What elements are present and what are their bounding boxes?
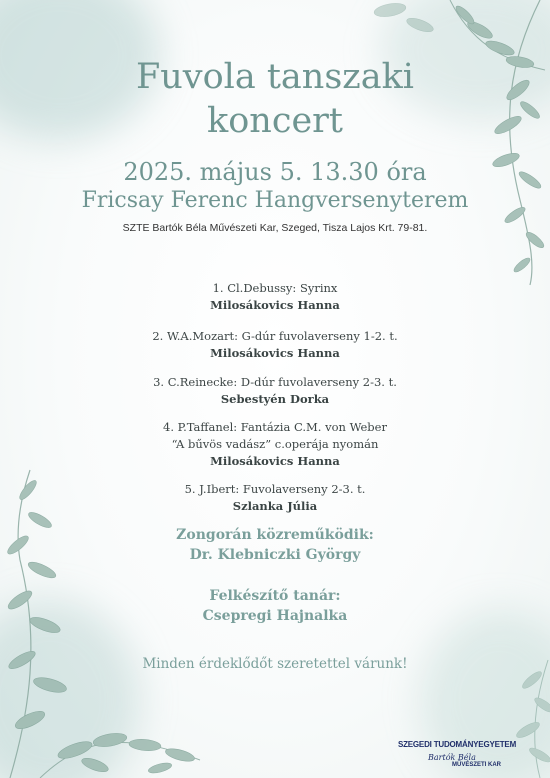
program-item: [0, 328, 550, 362]
program-item: [0, 481, 550, 515]
performer-name: Sebestyén Dorka: [220, 392, 330, 406]
title-line2: koncert: [207, 101, 343, 141]
invitation-text: Minden érdeklődőt szeretettel várunk!: [142, 656, 408, 672]
performer-name: Milosákovics Hanna: [210, 454, 340, 468]
address: SZTE Bartók Béla Művészeti Kar, Szeged, Tisza Lajos Krt. 79-81.: [122, 222, 428, 234]
teacher-credit: [0, 586, 550, 626]
program-item: [0, 419, 550, 470]
watercolor-wash-bottom-left: [0, 600, 140, 778]
program-item: [0, 374, 550, 408]
teacher-label: Felkészítő tanár:: [209, 588, 341, 604]
date-time: 2025. május 5. 13.30 óra: [123, 158, 427, 186]
program-item: [0, 280, 550, 314]
logo-script-signature: Bartók Béla: [428, 753, 476, 762]
piece-subtitle: “A bűvös vadász” c.operája nyomán: [171, 437, 379, 451]
title-line1: Fuvola tanszaki: [135, 57, 414, 97]
performer-name: Milosákovics Hanna: [210, 298, 340, 312]
logo-faculty-name: MŰVÉSZETI KAR: [452, 762, 502, 768]
piece-title: 4. P.Taffanel: Fantázia C.M. von Weber: [163, 420, 387, 434]
piece-title: 5. J.Ibert: Fuvolaverseny 2-3. t.: [184, 482, 366, 496]
university-logo: [392, 740, 522, 768]
performer-name: Milosákovics Hanna: [210, 346, 340, 360]
piece-title: 2. W.A.Mozart: G-dúr fuvolaverseny 1-2. t.: [152, 329, 398, 343]
performer-name: Szlanka Júlia: [232, 499, 318, 513]
logo-university-name: SZEGEDI TUDOMÁNYEGYETEM: [397, 740, 517, 749]
piece-title: 3. C.Reinecke: D-dúr fuvolaverseny 2-3. t.: [153, 375, 397, 389]
venue: Fricsay Ferenc Hangversenyterem: [81, 188, 469, 213]
piece-title: 1. Cl.Debussy: Syrinx: [212, 281, 338, 295]
piano-name: Dr. Klebniczki György: [189, 547, 361, 563]
piano-credit: [0, 525, 550, 565]
teacher-name: Csepregi Hajnalka: [202, 608, 348, 624]
piano-label: Zongorán közreműködik:: [176, 527, 374, 543]
